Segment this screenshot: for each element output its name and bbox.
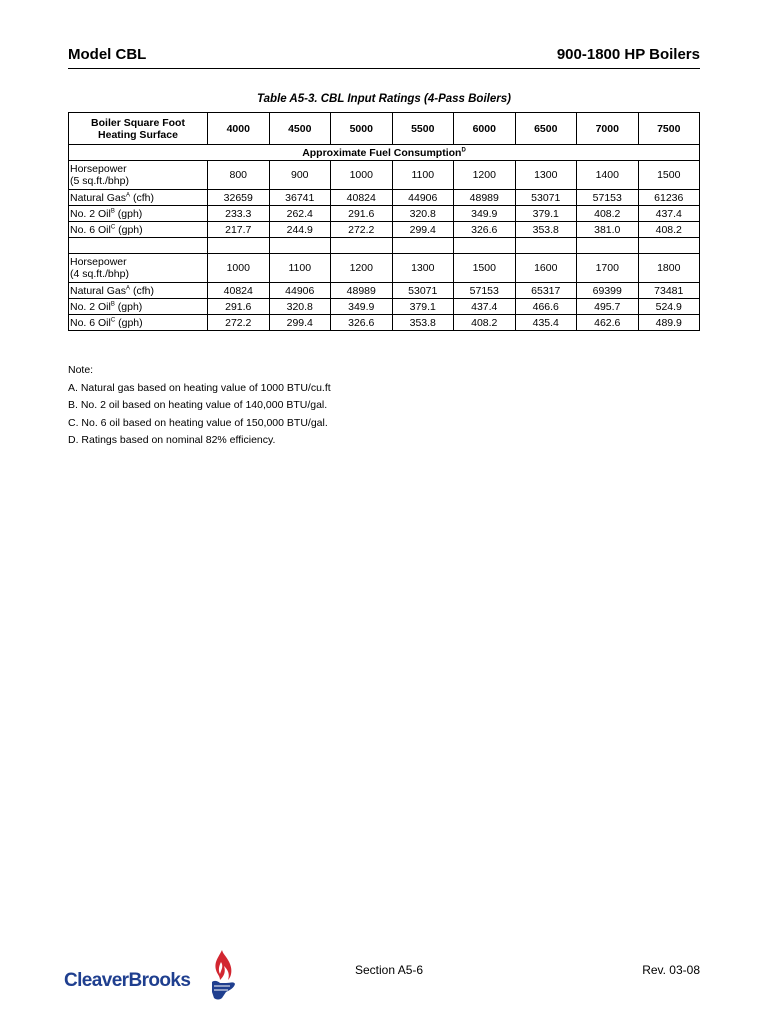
- boiler-range-title: 900-1800 HP Boilers: [556, 46, 700, 63]
- table-cell: 381.0: [577, 222, 639, 238]
- table-cell: 48989: [454, 190, 516, 206]
- table-notes: [68, 362, 331, 450]
- row-label: No. 6 Oil$^C$ (gph): [69, 222, 208, 238]
- section-label: Approximate Fuel Consumption$^D$: [69, 145, 700, 161]
- table-cell: 36741: [269, 190, 331, 206]
- section-header-row: [69, 145, 700, 161]
- table-cell: 353.8: [515, 222, 577, 238]
- column-header: 4000: [208, 113, 270, 145]
- table-row: [69, 161, 700, 190]
- table-cell: 53071: [392, 283, 454, 299]
- table-cell: 244.9: [269, 222, 331, 238]
- table-cell: 349.9: [454, 206, 516, 222]
- table-cell: 233.3: [208, 206, 270, 222]
- column-header: 4500: [269, 113, 331, 145]
- table-row: [69, 254, 700, 283]
- note-item: A. Natural gas based on heating value of 1000 BTU/cu.ft: [68, 381, 331, 394]
- table-row: [69, 315, 700, 331]
- table-cell: 1500: [638, 161, 700, 190]
- table-cell: 353.8: [392, 315, 454, 331]
- table-cell: 1500: [454, 254, 516, 283]
- table-cell: 57153: [454, 283, 516, 299]
- section-number: Section A5-6: [355, 963, 424, 977]
- table-row: [69, 283, 700, 299]
- logo-wordmark: CleaverBrooks: [64, 970, 191, 991]
- table-header-row: [69, 113, 700, 145]
- table-row: [69, 222, 700, 238]
- table-cell: 320.8: [269, 299, 331, 315]
- row-label: No. 2 Oil$^B$ (gph): [69, 299, 208, 315]
- table-cell: 462.6: [577, 315, 639, 331]
- column-header: 6000: [454, 113, 516, 145]
- table-cell: 1000: [208, 254, 270, 283]
- row-label: No. 2 Oil$^B$ (gph): [69, 206, 208, 222]
- table-cell: 408.2: [454, 315, 516, 331]
- row-label: Natural Gas$^A$ (cfh): [69, 283, 208, 299]
- note-item: B. No. 2 oil based on heating value of 140,000 BTU/gal.: [68, 399, 328, 411]
- table-cell: 326.6: [331, 315, 393, 331]
- row-label: Horsepower (4 sq.ft./bhp): [69, 254, 208, 283]
- table-cell: 408.2: [638, 222, 700, 238]
- revision-number: Rev. 03-08: [642, 963, 700, 977]
- table-cell: 524.9: [638, 299, 700, 315]
- table-cell: 272.2: [208, 315, 270, 331]
- table-cell: 262.4: [269, 206, 331, 222]
- table-cell: 1400: [577, 161, 639, 190]
- table-cell: 495.7: [577, 299, 639, 315]
- table-cell: 1000: [331, 161, 393, 190]
- table-cell: 57153: [577, 190, 639, 206]
- table-cell: 48989: [331, 283, 393, 299]
- table-row: [69, 190, 700, 206]
- note-item: C. No. 6 oil based on heating value of 150,000 BTU/gal.: [68, 416, 328, 429]
- table-cell: 435.4: [515, 315, 577, 331]
- row-label: Horsepower (5 sq.ft./bhp): [69, 161, 208, 190]
- column-header: 5500: [392, 113, 454, 145]
- table-cell: 800: [208, 161, 270, 190]
- company-logo: [64, 948, 244, 1004]
- notes-heading: Note:: [68, 364, 94, 376]
- table-cell: 69399: [577, 283, 639, 299]
- table-cell: 320.8: [392, 206, 454, 222]
- table-cell: 291.6: [331, 206, 393, 222]
- table-cell: 408.2: [577, 206, 639, 222]
- table-cell: 379.1: [392, 299, 454, 315]
- table-cell: 44906: [269, 283, 331, 299]
- table-cell: 53071: [515, 190, 577, 206]
- table-cell: 40824: [331, 190, 393, 206]
- table-cell: 299.4: [392, 222, 454, 238]
- table-cell: 1100: [392, 161, 454, 190]
- table-cell: 1200: [454, 161, 516, 190]
- table-cell: 44906: [392, 190, 454, 206]
- table-cell: 73481: [638, 283, 700, 299]
- row-label: No. 6 Oil$^C$ (gph): [69, 315, 208, 331]
- page-header: [68, 44, 700, 69]
- table-cell: 1300: [515, 161, 577, 190]
- table-cell: 291.6: [208, 299, 270, 315]
- table-cell: 272.2: [331, 222, 393, 238]
- spacer-row: [69, 238, 700, 254]
- note-item: D. Ratings based on nominal 82% efficiency.: [68, 434, 276, 446]
- column-header: 7000: [577, 113, 639, 145]
- table-cell: 326.6: [454, 222, 516, 238]
- table-cell: 1600: [515, 254, 577, 283]
- table-cell: 32659: [208, 190, 270, 206]
- table-cell: 61236: [638, 190, 700, 206]
- table-cell: 489.9: [638, 315, 700, 331]
- table-cell: 40824: [208, 283, 270, 299]
- table-cell: 1700: [577, 254, 639, 283]
- model-title: Model CBL: [68, 46, 147, 63]
- table-cell: 1300: [392, 254, 454, 283]
- table-cell: 1100: [269, 254, 331, 283]
- table-cell: 1200: [331, 254, 393, 283]
- column-header: 5000: [331, 113, 393, 145]
- table-cell: 437.4: [638, 206, 700, 222]
- table-cell: 900: [269, 161, 331, 190]
- input-ratings-table: [68, 112, 700, 331]
- column-header: 6500: [515, 113, 577, 145]
- table-title: Table A5-3. CBL Input Ratings (4-Pass Boilers): [257, 93, 511, 105]
- table-cell: 299.4: [269, 315, 331, 331]
- table-row: [69, 206, 700, 222]
- table-cell: 349.9: [331, 299, 393, 315]
- column-header: 7500: [638, 113, 700, 145]
- table-cell: 65317: [515, 283, 577, 299]
- row-label: Natural Gas$^A$ (cfh): [69, 190, 208, 206]
- table-cell: 217.7: [208, 222, 270, 238]
- flame-hand-logo-icon: [208, 948, 238, 1004]
- corner-label: Boiler Square Foot Heating Surface: [69, 113, 208, 145]
- table-cell: 466.6: [515, 299, 577, 315]
- table-row: [69, 299, 700, 315]
- table-cell: 1800: [638, 254, 700, 283]
- table-cell: 437.4: [454, 299, 516, 315]
- table-cell: 379.1: [515, 206, 577, 222]
